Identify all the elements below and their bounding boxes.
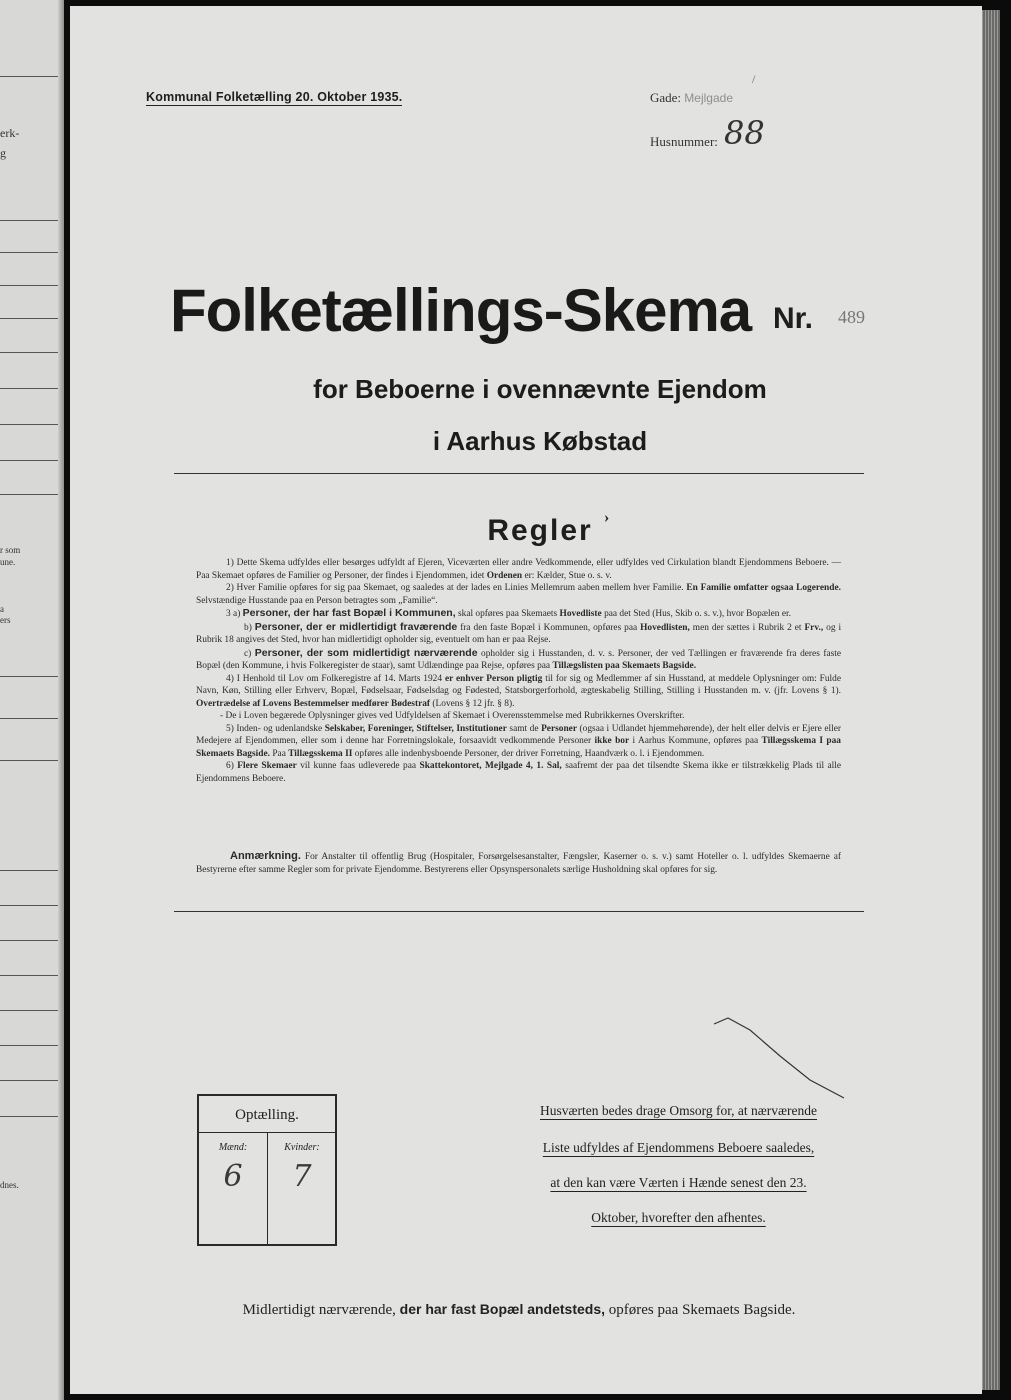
left-page-fragment: dnes.: [0, 1180, 19, 1190]
footer-note: Midlertidigt nærværende, der har fast Bopæl andetsteds, opføres paa Skemaets Bagside.: [242, 1301, 796, 1318]
rule-2: 2) Hver Familie opføres for sig paa Skemaet, og saaledes at der lades en Linies Mellemrum aaben mellem hver Familie. En Familie omfatter ogsaa Logerende. Selvstændige Husstande paa en Person betragtes som „Familie“.: [196, 583, 841, 606]
house-number-value: 88: [724, 114, 765, 152]
left-page-rule: [0, 460, 58, 461]
left-page-rule: [0, 676, 58, 677]
left-page-rule: [0, 424, 58, 425]
left-page-rule: [0, 1010, 58, 1011]
divider: [174, 911, 864, 912]
instruction-line: Oktober, hvorefter den afhentes.: [591, 1210, 766, 1225]
left-page-edge: [0, 0, 64, 1400]
remark-label: Anmærkning.: [230, 850, 301, 862]
left-page-rule: [0, 1045, 58, 1046]
street-field: [650, 90, 733, 106]
women-count: 7: [292, 1159, 312, 1194]
remark-text: Anmærkning. For Anstalter til offentlig Brug (Hospitaler, Forsørgelsesanstalter, Fængsler, Kaserner o. s. v.) samt Hoteller o. l. udfyldes Skemaerne af Bestyrerne efter samme Regler som for private Ejendomme. Bestyrerens eller Opsynspersonalets særlige Husholdning skal opføres for sig.: [196, 850, 841, 875]
street-value: Mejlgade: [684, 91, 733, 105]
rule-3c: c) Personer, der som midlertidigt nærværende opholder sig i Husstanden, d. v. s. Personer, der ved Tællingen er fraværende fra deres faste Bopæl (den Kommune, i hvis Folkeregister de staar), samt Udlændinge paa Rejse, opføres paa Tillægslisten paa Skemaets Bagside.: [196, 646, 842, 671]
left-page-rule: [0, 718, 58, 719]
left-page-rule: [0, 975, 58, 976]
pencil-tick: ›: [604, 509, 610, 526]
left-page-fragment: une.: [0, 557, 16, 567]
rule-3b: b) Personer, der er midlertidigt fraværende fra den faste Bopæl i Kommunen, opføres paa Hovedlisten, men der sættes i Rubrik 2 et Frv., og i Rubrik 18 angives det Sted, hvor han midlertidigt opholder sig, eventuelt om han er paa Rejse.: [196, 620, 842, 645]
left-page-rule: [0, 388, 58, 389]
count-box: [197, 1094, 337, 1246]
men-label: Mænd:: [218, 1142, 248, 1153]
rule-6: 6) Flere Skemaer vil kunne faas udleverede paa Skattekontoret, Mejlgade 4, 1. Sal, saafremt der paa det tilsendte Skema ikke er tilstrækkelig Plads til alle Ejendommens Beboere.: [196, 761, 842, 784]
count-box-title: Optælling.: [199, 1096, 335, 1133]
form-location: i Aarhus Købstad: [432, 426, 648, 456]
left-page-rule: [0, 1080, 58, 1081]
form-subtitle: for Beboerne i ovennævnte Ejendom: [313, 374, 767, 404]
left-page-rule: [0, 76, 58, 77]
left-page-fragment: a: [0, 604, 4, 614]
instruction-line: at den kan være Værten i Hænde senest den 23.: [550, 1175, 807, 1190]
left-page-rule: [0, 870, 58, 871]
census-header-title: Kommunal Folketælling 20. Oktober 1935.: [146, 90, 403, 104]
left-page-rule: [0, 905, 58, 906]
rules-heading: Regler: [487, 514, 593, 547]
census-form-page: [70, 6, 982, 1394]
left-page-rule: [0, 318, 58, 319]
rule-4: 4) I Henhold til Lov om Folkeregistre af 14. Marts 1924 er enhver Person pligtig til for sig og Medlemmer af sin Husstand, at meddele Oplysninger om: Fulde Navn, Køn, Stilling eller Erhverv, Bopæl, Fødselsaar, Fødselsdag og Fødested, Statsborgerforhold, ægteskabelig Stilling, Stilling i Husstanden m. v. (jfr. Lovens § 1). Overtrædelse af Lovens Bestemmelser medfører Bødestraf (Lovens § 12 jfr. § 8).: [196, 673, 842, 709]
men-count: 6: [223, 1159, 243, 1194]
pencil-mark: /: [752, 72, 756, 86]
left-page-rule: [0, 285, 58, 286]
rule-5: 5) Inden- og udenlandske Selskaber, Foreninger, Stiftelser, Institutioner samt de Personer (ogsaa i Udlandet hjemmehørende), der helt eller delvis er Ejere eller Medejere af Ejendommen, eller som i denne har Forretningslokale, forsaavidt vedkommende Personer ikke bor i Aarhus Kommune, opføres paa Tillægsskema I paa Skemaets Bagside. Paa Tillægsskema II opføres alle indenbysboende Personer, der driver Forretning, Haandværk o. l. i Ejendommen.: [196, 723, 842, 759]
women-column: [268, 1132, 336, 1244]
left-page-rule: [0, 494, 58, 495]
left-page-rule: [0, 220, 58, 221]
rule-3a: 3 a) Personer, der har fast Bopæl i Kommunen, skal opføres paa Skemaets Hovedliste paa det Sted (Hus, Skib o. s. v.), hvor Bopælen er.: [226, 607, 791, 619]
divider: [174, 473, 864, 474]
left-page-fragment: r som: [0, 545, 21, 555]
left-page-rule: [0, 760, 58, 761]
house-number-label: Husnummer:: [650, 134, 718, 149]
form-title: Folketællings-Skema: [170, 277, 752, 344]
rule-4-note: - De i Loven begærede Oplysninger gives ved Udfyldelsen af Skemaet i Overensstemmelse med Rubrikkernes Overskrifter.: [220, 711, 685, 721]
left-page-rule: [0, 252, 58, 253]
left-page-fragment: g: [0, 146, 6, 160]
pen-stroke: [710, 1012, 850, 1102]
street-label: Gade:: [650, 90, 682, 105]
form-number-label: Nr.: [773, 302, 814, 335]
left-page-rule: [0, 940, 58, 941]
left-page-fragment: ers: [0, 615, 11, 625]
men-column: [199, 1132, 268, 1244]
left-page-rule: [0, 352, 58, 353]
form-number: 489: [838, 307, 865, 327]
instruction-line: Husværten bedes drage Omsorg for, at nærværende: [539, 1103, 818, 1118]
women-label: Kvinder:: [284, 1142, 320, 1153]
page-gutter: [58, 0, 64, 1400]
left-page-rule: [0, 1116, 58, 1117]
rules-text: [196, 557, 841, 785]
rule-1: 1) Dette Skema udfyldes eller besørges udfyldt af Ejeren, Viceværten eller andre Vedkommende, eller udfyldes ved Cirkulation blandt Ejendommens Beboere. — Paa Skemaet opføres de Familier og Personer, der findes i Ejendommen, idet Ordenen er: Kælder, Stue o. s. v.: [196, 558, 841, 581]
stacked-page-edges: [982, 10, 1000, 1390]
left-page-fragment: erk-: [0, 126, 20, 140]
instruction-line: Liste udfyldes af Ejendommens Beboere saaledes,: [542, 1140, 815, 1155]
